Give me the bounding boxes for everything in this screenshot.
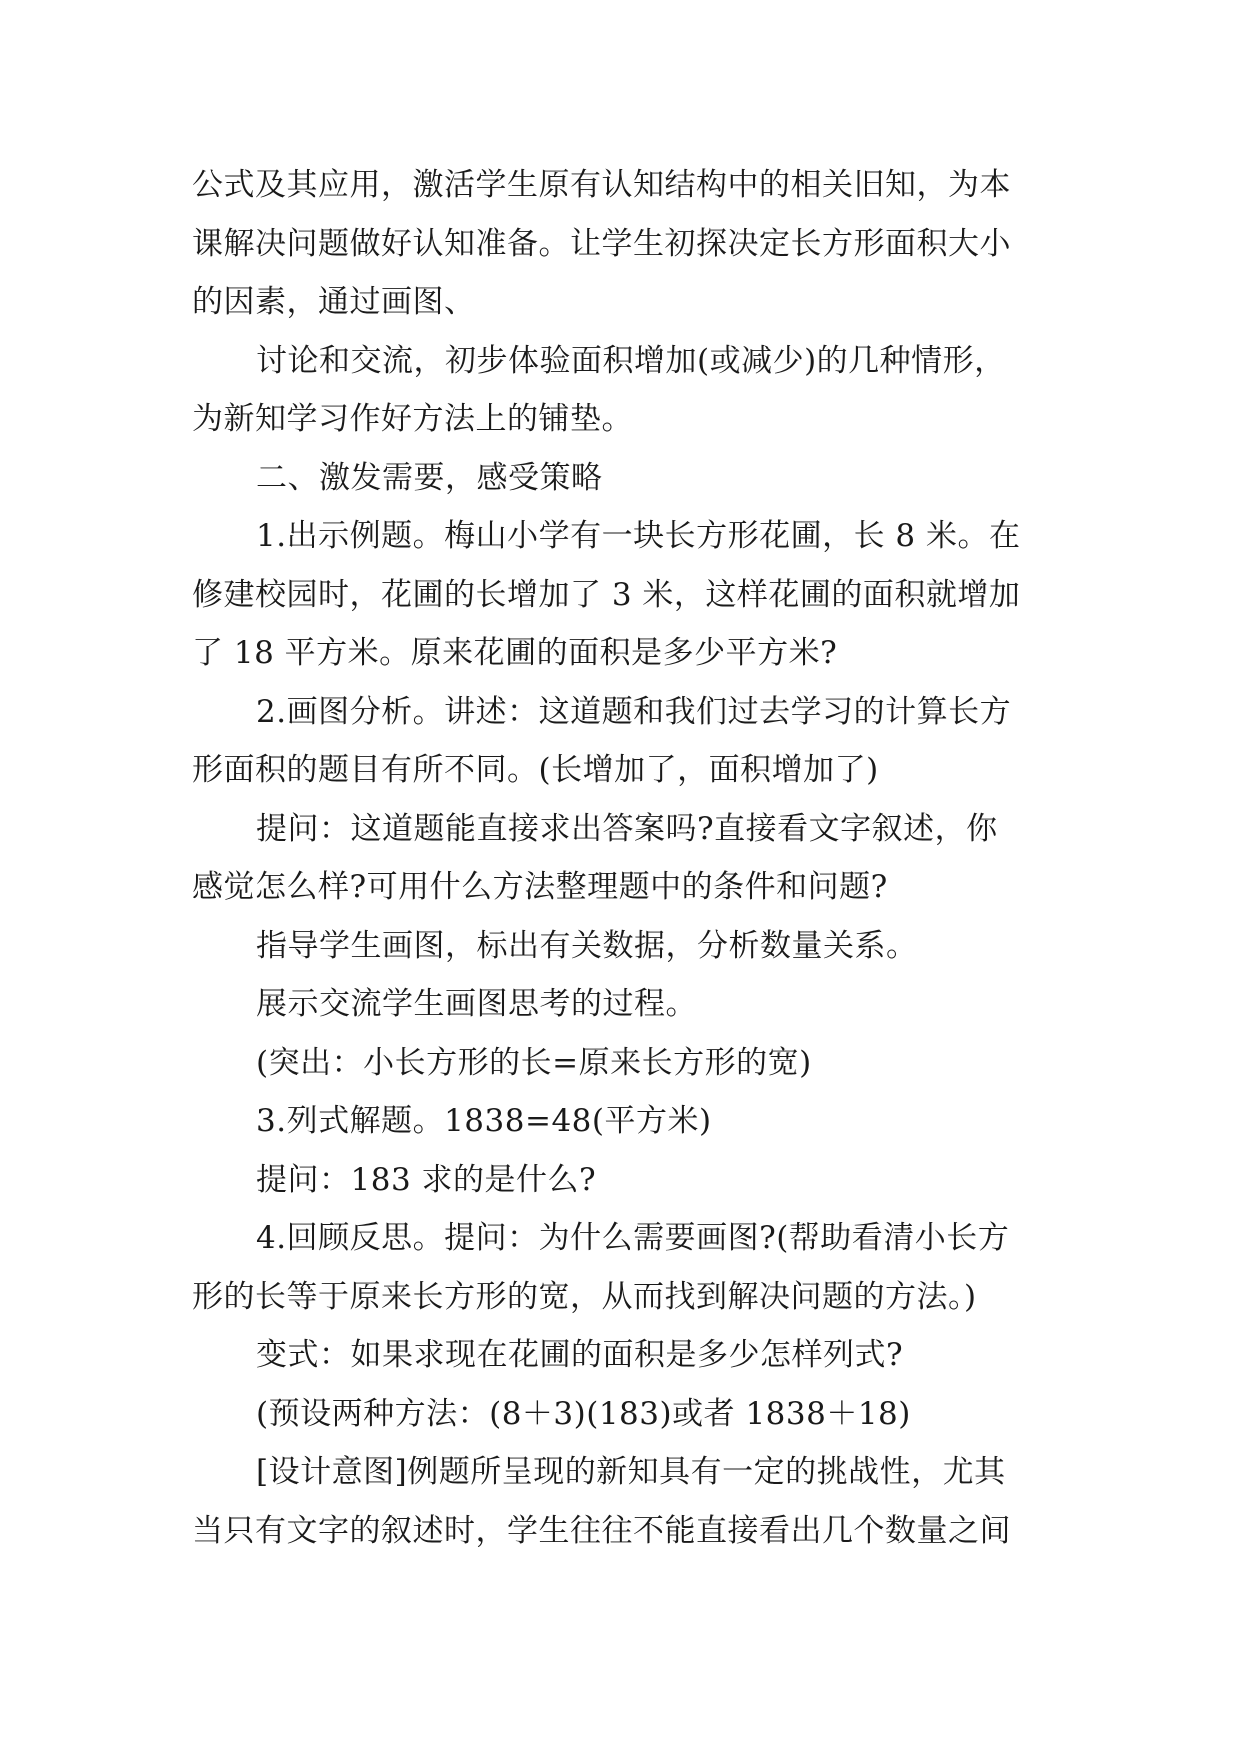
paragraph-line: 课解决问题做好认知准备。让学生初探决定长方形面积大小 — [192, 225, 1011, 262]
paragraph-line: (突出：小长方形的长=原来长方形的宽) — [256, 1044, 812, 1081]
paragraph-line: 公式及其应用，激活学生原有认知结构中的相关旧知，为本 — [192, 167, 1011, 203]
paragraph-line: (预设两种方法：(8＋3)(183)或者 1838＋18) — [256, 1395, 911, 1432]
paragraph-line: 形的长等于原来长方形的宽，从而找到解决问题的方法。) — [192, 1278, 977, 1315]
section-heading: 二、激发需要，感受策略 — [256, 459, 603, 496]
paragraph-line: 为新知学习作好方法上的铺垫。 — [192, 401, 633, 437]
paragraph-line: 的因素，通过画图、 — [192, 284, 476, 320]
paragraph-line: 3.列式解题。1838=48(平方米) — [256, 1103, 712, 1139]
paragraph-line: 提问：这道题能直接求出答案吗?直接看文字叙述，你 — [256, 810, 998, 847]
paragraph-line: 形面积的题目有所不同。(长增加了，面积增加了) — [192, 752, 879, 788]
paragraph-line: 指导学生画图，标出有关数据，分析数量关系。 — [256, 927, 918, 964]
paragraph-line: 当只有文字的叙述时，学生往往不能直接看出几个数量之间 — [192, 1512, 1011, 1549]
paragraph-line: 感觉怎么样?可用什么方法整理题中的条件和问题? — [192, 869, 888, 905]
paragraph-line: 修建校园时，花圃的长增加了 3 米，这样花圃的面积就增加 — [192, 576, 1021, 613]
paragraph-line: 提问：183 求的是什么? — [256, 1161, 597, 1198]
paragraph-line: 展示交流学生画图思考的过程。 — [256, 986, 697, 1022]
paragraph-line: 变式：如果求现在花圃的面积是多少怎样列式? — [256, 1337, 904, 1373]
paragraph-line: 讨论和交流，初步体验面积增加(或减少)的几种情形， — [256, 342, 1006, 379]
paragraph-line: 2.画图分析。讲述：这道题和我们过去学习的计算长方 — [256, 693, 1012, 730]
paragraph-line: [设计意图]例题所呈现的新知具有一定的挑战性，尤其 — [256, 1454, 1006, 1490]
document-body — [192, 156, 1062, 1560]
paragraph-line: 1.出示例题。梅山小学有一块长方形花圃，长 8 米。在 — [256, 518, 1021, 554]
paragraph-line: 4.回顾反思。提问：为什么需要画图?(帮助看清小长方 — [256, 1220, 1010, 1256]
paragraph-line: 了 18 平方米。原来花圃的面积是多少平方米? — [192, 635, 838, 671]
